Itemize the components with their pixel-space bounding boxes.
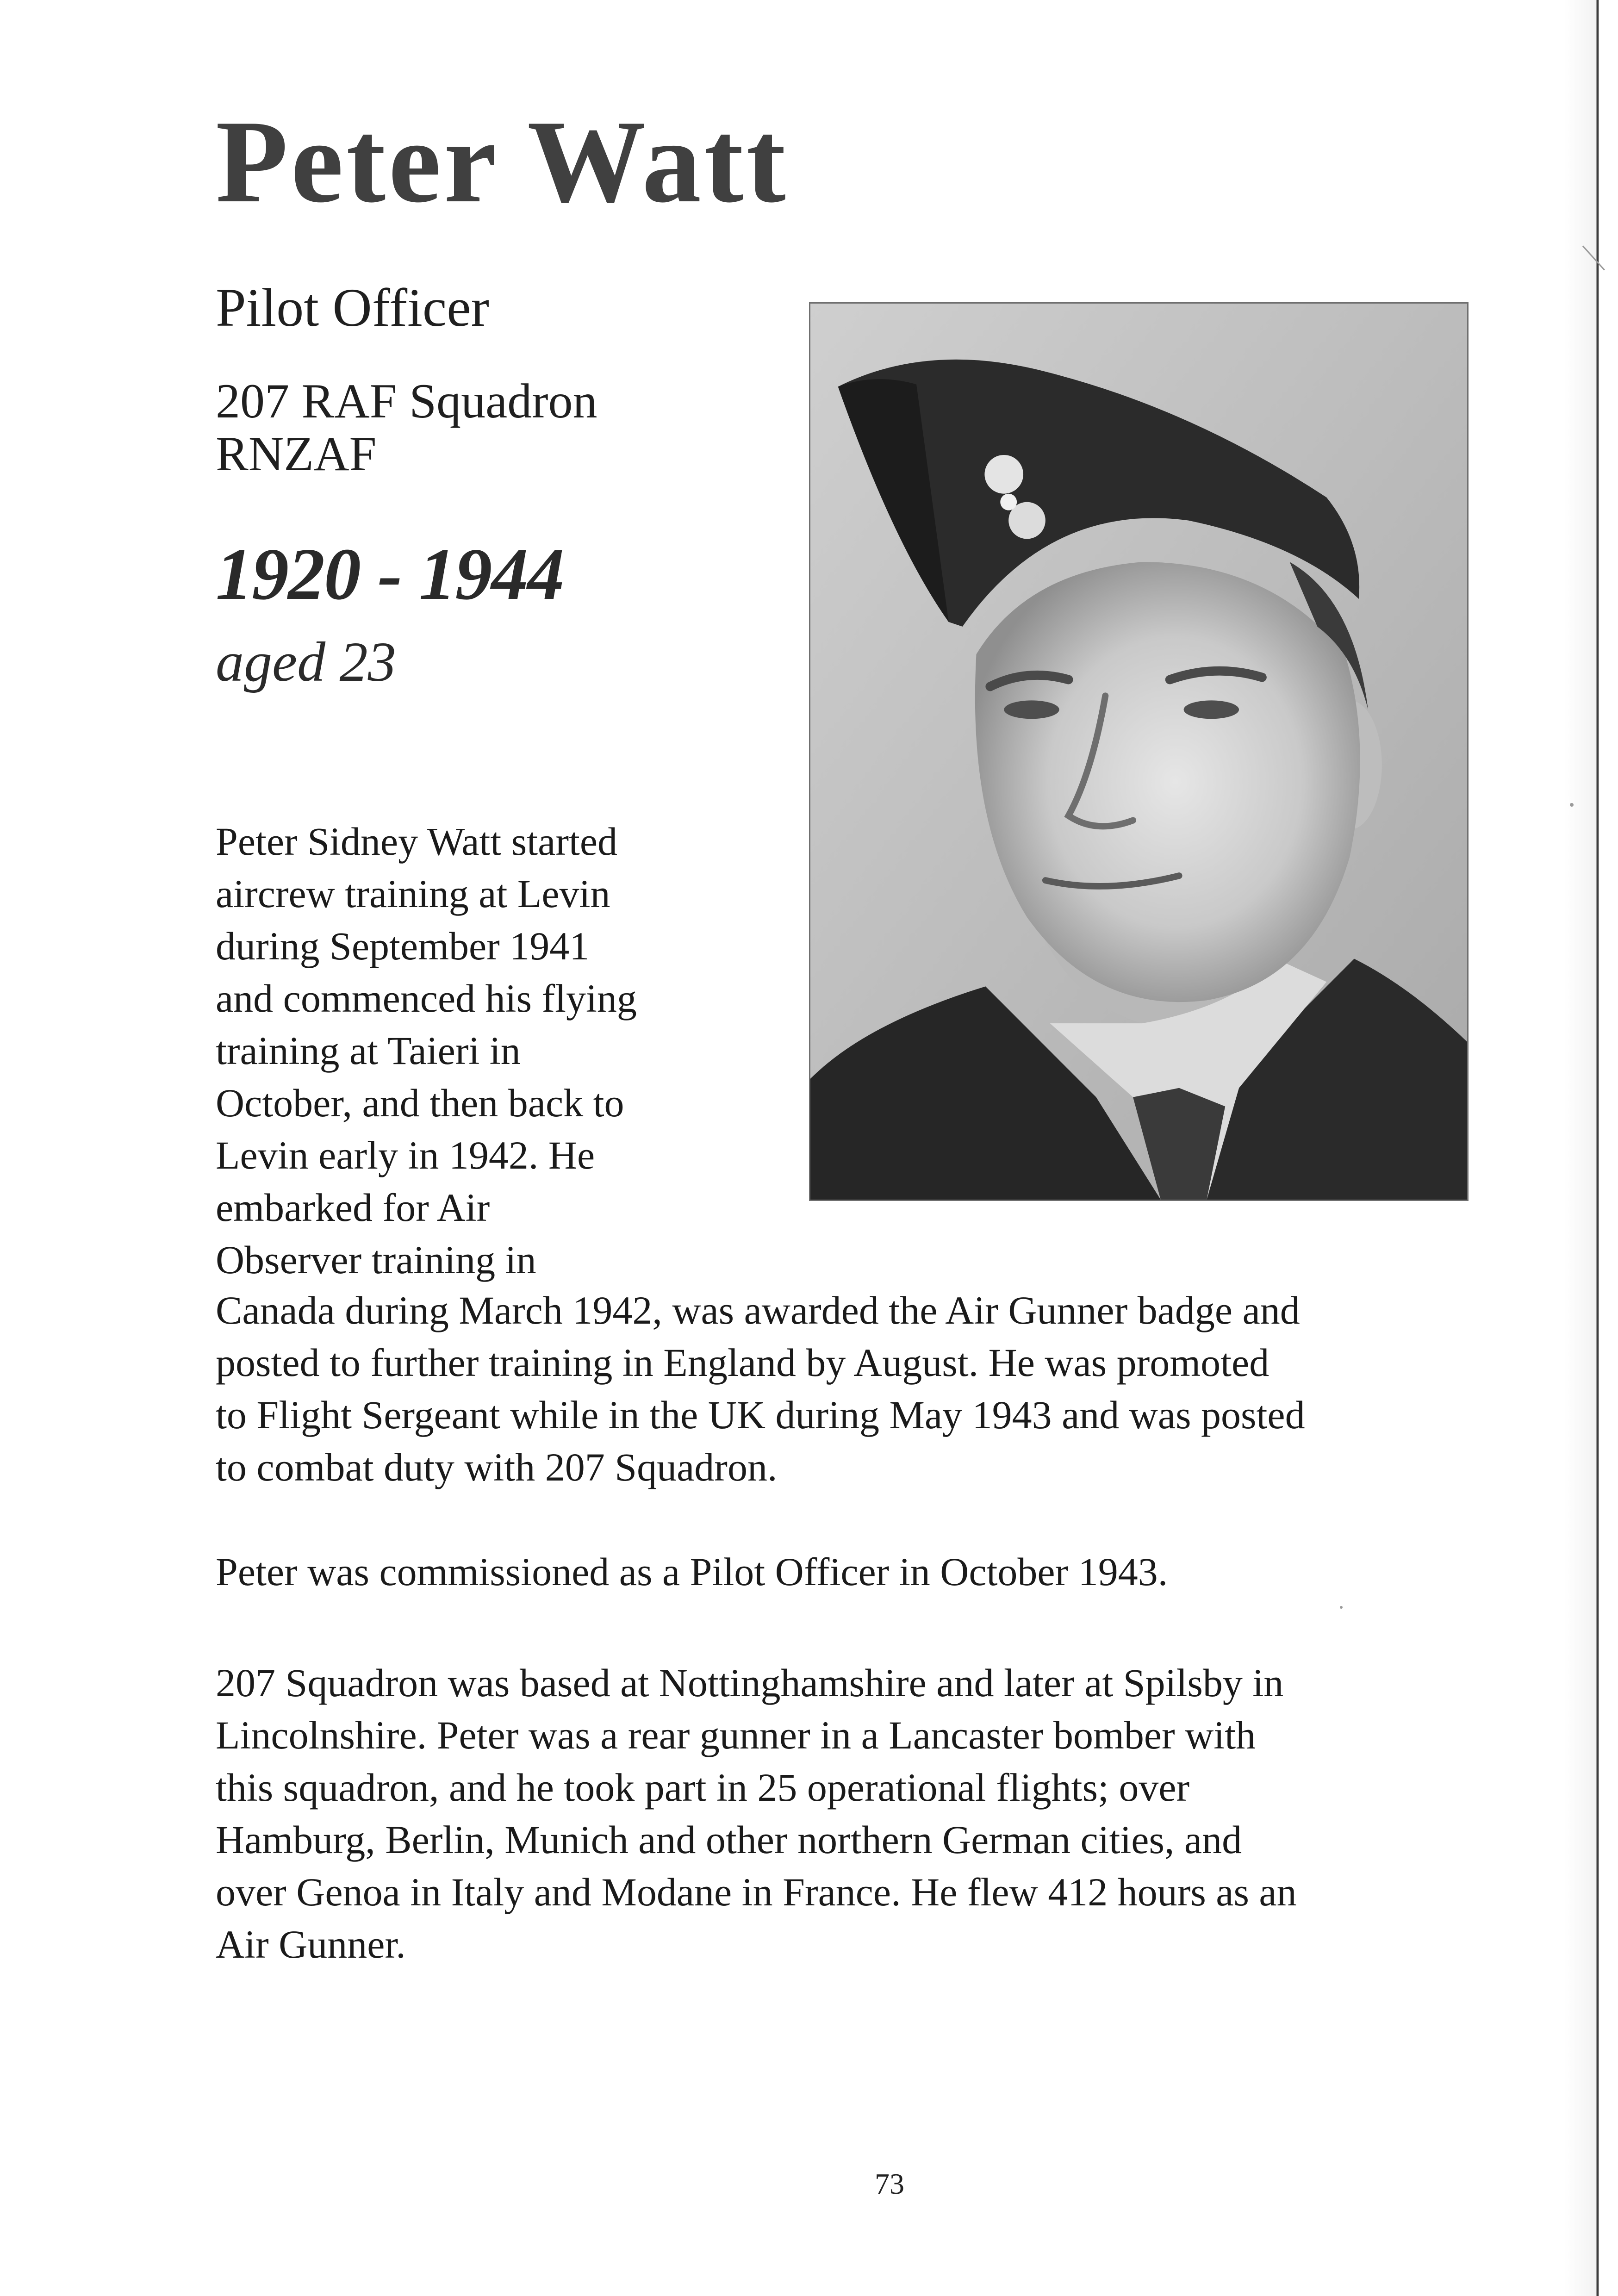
body-line: to Flight Sergeant while in the UK during May 1943 and was posted [216,1393,1305,1437]
body-line: during September 1941 [216,924,590,968]
rank-text: Pilot Officer [216,277,489,338]
page-binding-edge [1596,0,1599,2296]
body-line: posted to further training in England by August. He was promoted [216,1340,1270,1385]
scan-speck [1340,1606,1343,1609]
body-line: 207 Squadron was based at Nottinghamshire and later at Spilsby in [216,1661,1284,1705]
age-at-death: aged 23 [216,631,396,693]
body-line: Observer training in [216,1238,536,1282]
body-line: Peter Sidney Watt started [216,819,618,864]
body-line: October, and then back to [216,1081,624,1125]
unit-block [216,375,597,481]
page-title: Peter Watt [216,96,789,227]
body-line: Air Gunner. [216,1922,406,1966]
scan-edge-shadow [1564,0,1596,2296]
life-years: 1920 - 1944 [216,533,564,615]
commission-paragraph: Peter was commissioned as a Pilot Officer in October 1943. [216,1549,1168,1594]
body-line: embarked for Air [216,1185,490,1230]
scan-speck [1570,803,1574,807]
body-line: this squadron, and he took part in 25 operational flights; over [216,1765,1190,1810]
body-line: to combat duty with 207 Squadron. [216,1445,778,1489]
body-line: aircrew training at Levin [216,871,610,916]
body-line: Canada during March 1942, was awarded the Air Gunner badge and [216,1288,1300,1332]
page-number: 73 [875,2167,904,2200]
unit-squadron: 207 RAF Squadron [216,374,597,428]
portrait-photo-icon [810,304,1467,1200]
body-line: over Genoa in Italy and Modane in France. He flew 412 hours as an [216,1870,1297,1914]
intro-paragraph-continuation [216,1284,1475,1493]
body-line: Hamburg, Berlin, Munich and other northern German cities, and [216,1817,1242,1862]
body-line: training at Taieri in [216,1028,521,1073]
body-line: Lincolnshire. Peter was a rear gunner in a Lancaster bomber with [216,1713,1256,1757]
intro-paragraph [216,815,803,1286]
squadron-paragraph [216,1657,1475,1971]
unit-air-force: RNZAF [216,427,377,481]
body-line: and commenced his flying [216,976,637,1020]
body-line: Levin early in 1942. He [216,1133,595,1177]
portrait-photo [809,302,1469,1201]
